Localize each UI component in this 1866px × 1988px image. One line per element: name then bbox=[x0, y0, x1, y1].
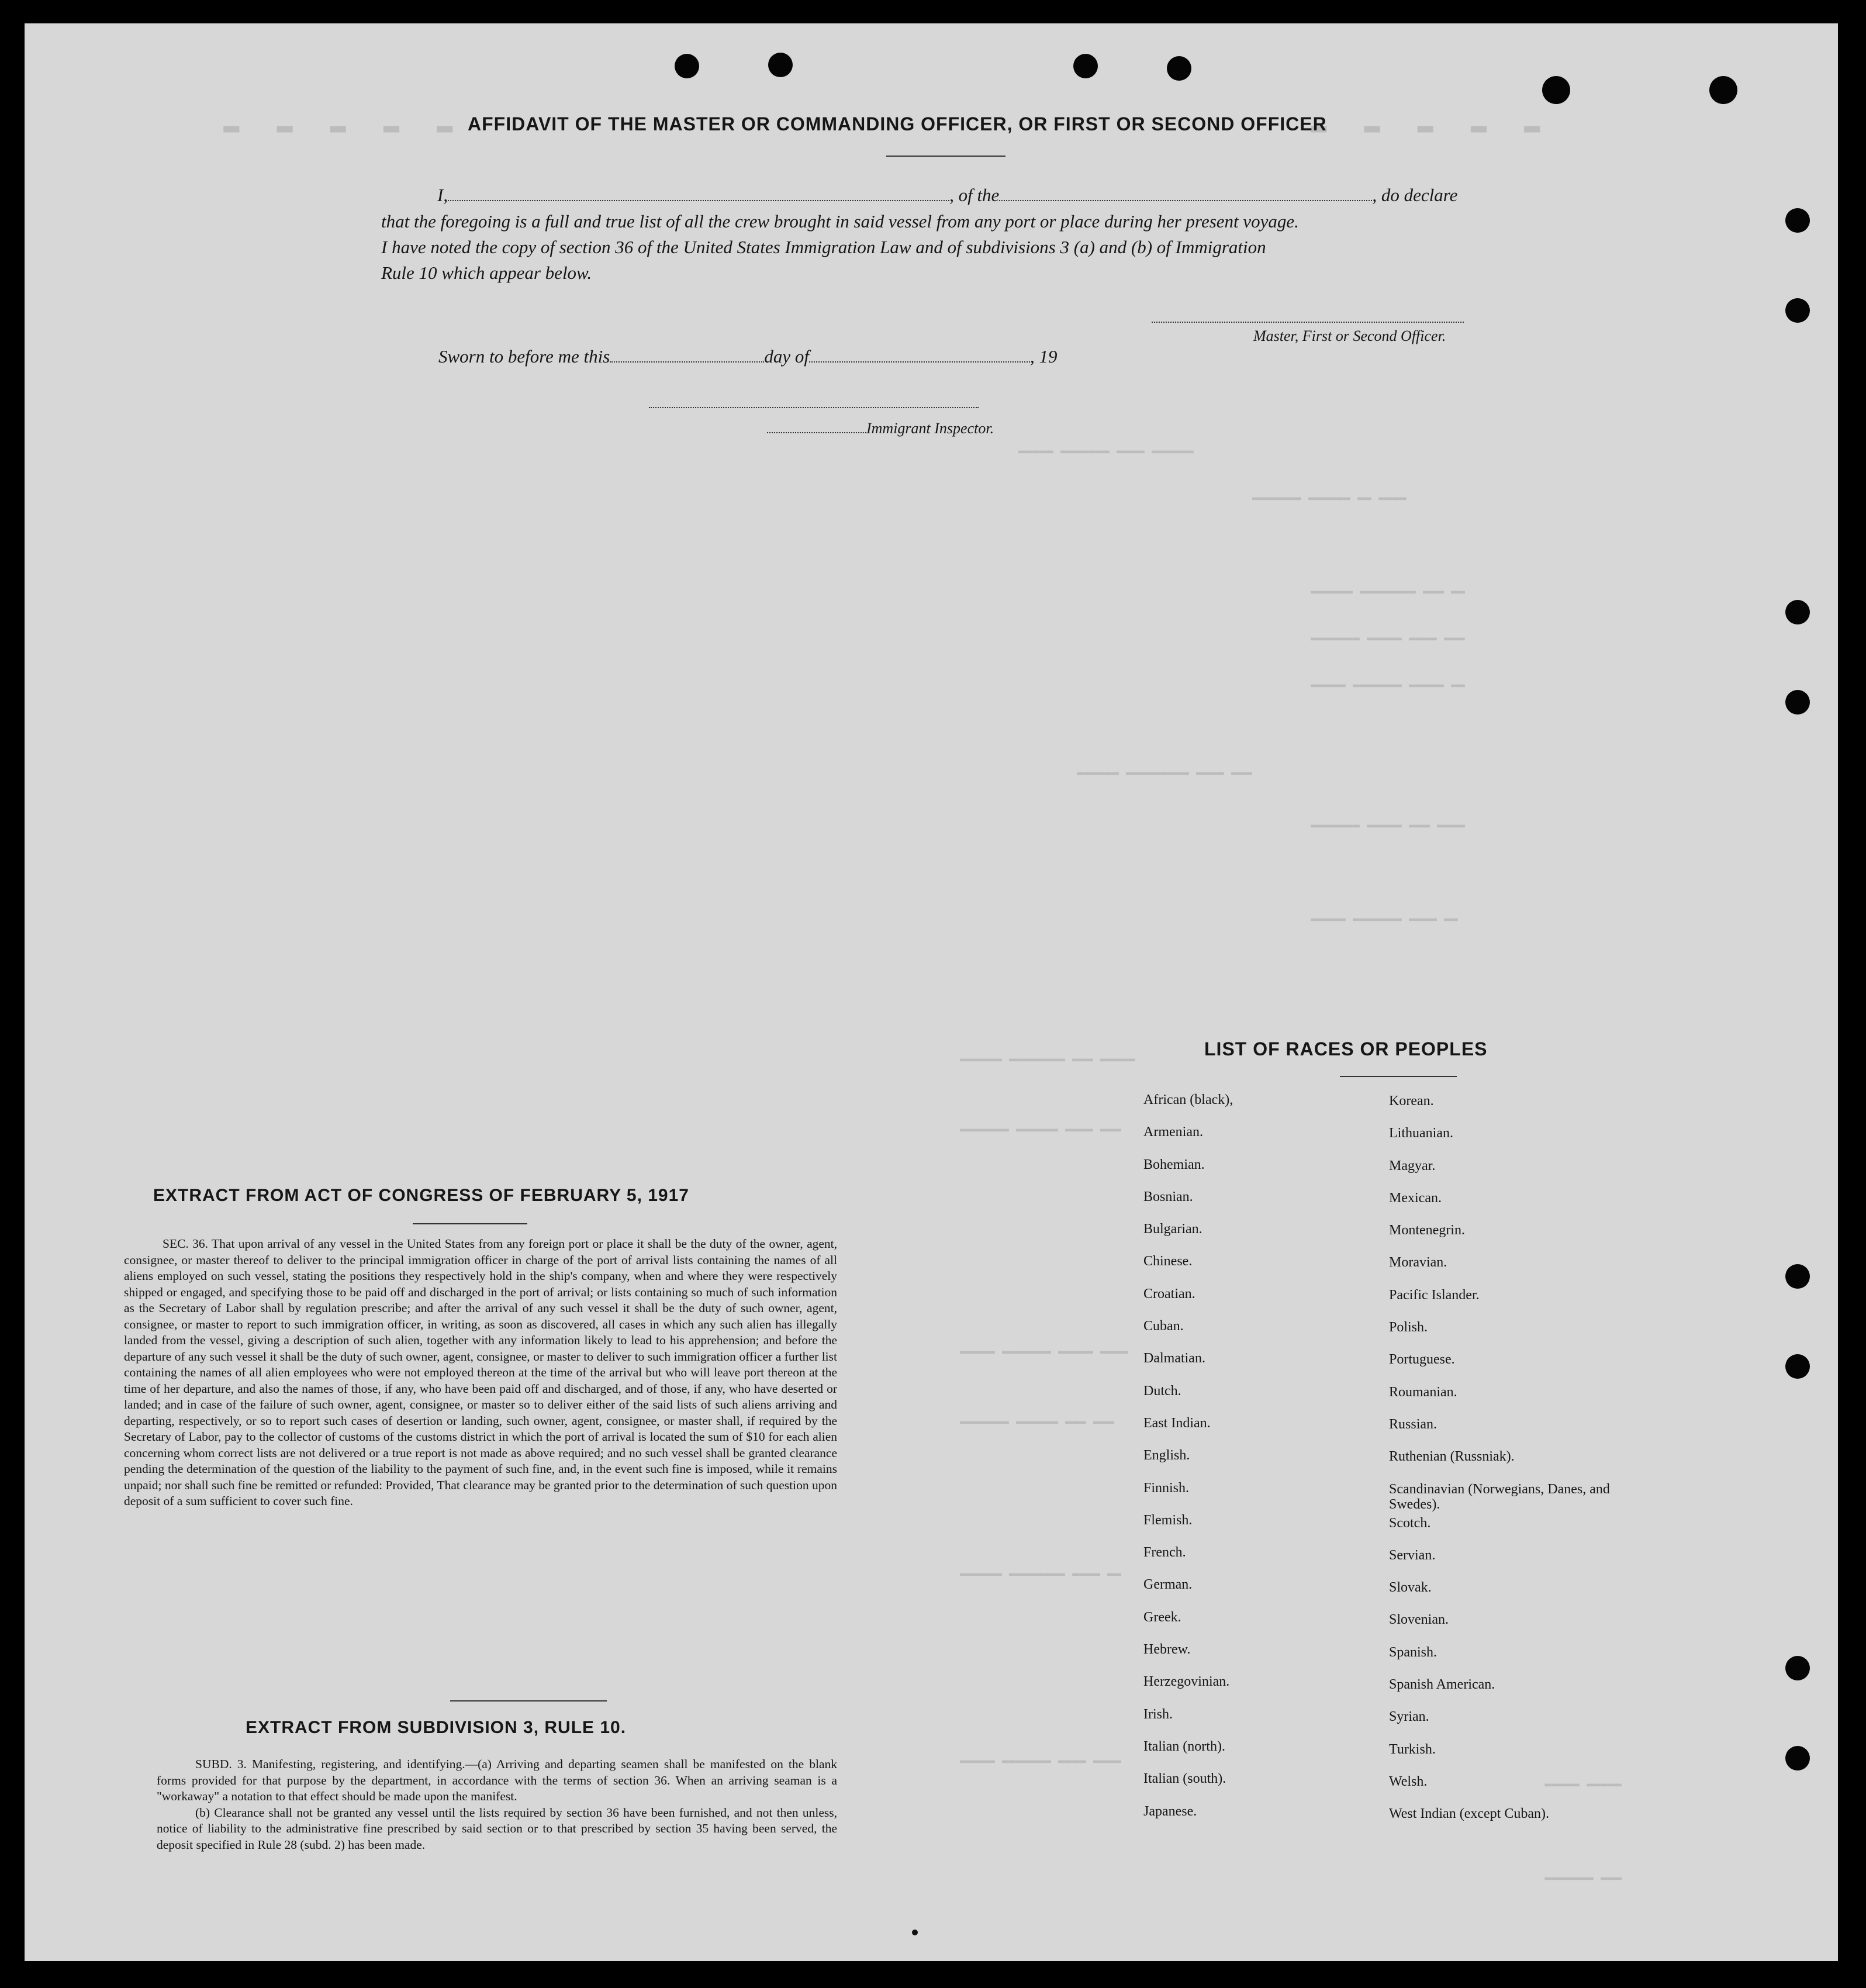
declaration-line-1 bbox=[437, 185, 1457, 206]
race-item: Bulgarian. bbox=[1143, 1221, 1202, 1237]
race-item: Slovenian. bbox=[1389, 1612, 1449, 1628]
race-item: Montenegrin. bbox=[1389, 1223, 1465, 1238]
declarant-label: I, bbox=[437, 185, 448, 205]
race-item: Korean. bbox=[1389, 1093, 1434, 1109]
race-item: Cuban. bbox=[1143, 1319, 1184, 1334]
race-item: East Indian. bbox=[1143, 1415, 1211, 1431]
race-item: West Indian (except Cuban). bbox=[1389, 1806, 1549, 1822]
master-signature-line[interactable] bbox=[1152, 322, 1464, 323]
race-item: Japanese. bbox=[1143, 1803, 1197, 1819]
races-column-1 bbox=[1143, 1092, 1233, 1836]
year-label: , 19 bbox=[1029, 346, 1058, 367]
punch-hole bbox=[1785, 208, 1810, 233]
race-item: German. bbox=[1143, 1577, 1193, 1593]
race-item: Bosnian. bbox=[1143, 1189, 1193, 1204]
day-of-label: day of bbox=[764, 346, 809, 367]
rule-extract-title: EXTRACT FROM SUBDIVISION 3, RULE 10. bbox=[246, 1718, 627, 1737]
punch-hole bbox=[1785, 298, 1810, 323]
race-item: Finnish. bbox=[1143, 1480, 1190, 1496]
race-item: Lithuanian. bbox=[1389, 1126, 1453, 1141]
race-item: Hebrew. bbox=[1143, 1642, 1191, 1658]
race-item: Magyar. bbox=[1389, 1158, 1436, 1174]
affidavit-title: AFFIDAVIT OF THE MASTER OR COMMANDING OFFICER, OR FIRST OR SECOND OFFICER bbox=[468, 113, 1327, 134]
punch-hole bbox=[1709, 76, 1737, 104]
race-item: Greek. bbox=[1143, 1609, 1181, 1625]
races-column-2 bbox=[1389, 1093, 1611, 1839]
rule-extract-body bbox=[157, 1756, 837, 1853]
punch-hole bbox=[1785, 1354, 1810, 1379]
declaration-line-3: I have noted the copy of section 36 of the United States Immigration Law and of subdivisions 3 (a) and (b) of Immigration bbox=[381, 237, 1266, 257]
stray-ink-mark bbox=[912, 1930, 918, 1935]
section-36-text: SEC. 36. That upon arrival of any vessel in the United States from any foreign port or place it shall be the duty of the owner, agent, consignee, or master thereof to deliver to the principal immigration officer in charge of the port of arrival lists containing the names of all aliens employed on such vessel, stating the positions they respectively hold in the ship's company, when and where they were respectively shipped or engaged, and specifying those to be paid off and discharged in the port of arrival; or lists containing so much of such information as the Secretary of Labor shall by regulation prescribe; and after the arrival of any such vessel it shall be the duty of such owner, agent, consignee, or master to report to such immigration officer, in writing, as soon as discovered, all cases in which any such alien has illegally landed from the vessel, giving a description of such alien, together with any information likely to lead to his apprehension; and before the departure of any such vessel it shall be the duty of such owner, agent, consignee, or master to deliver to such immigration officer a further list containing the names of all alien employees who were not employed thereon at the time of the arrival but who will leave port thereon at the time of her departure, and also the names of those, if any, who have been paid off and discharged, and of those, if any, who have deserted or landed; and in case of the failure of such owner, agent, consignee, or master so to deliver either of the said lists of such aliens arriving and departing, respectively, or so to report such cases of desertion or landing, such owner, agent, consignee, or master shall, if required by the Secretary of Labor, pay to the collector of customs of the customs district in which the port of arrival is located the sum of $10 for each alien concerning whom correct lists are not delivered or a true report is not made as above required; and no such vessel shall be granted clearance pending the determination of the question of the liability to the payment of such fine, and, in the event such fine is imposed, while it remains unpaid; nor shall such fine be remitted or refunded: Provided, That clearance may be granted prior to the determination of such question upon deposit of a sum sufficient to cover such fine. bbox=[124, 1237, 837, 1508]
race-item: Syrian. bbox=[1389, 1709, 1429, 1725]
race-item: Chinese. bbox=[1143, 1254, 1193, 1269]
punch-hole bbox=[1785, 600, 1810, 624]
races-title: LIST OF RACES OR PEOPLES bbox=[1204, 1038, 1488, 1059]
declarant-name-field[interactable] bbox=[448, 185, 949, 201]
race-item: Servian. bbox=[1389, 1547, 1436, 1563]
race-item: Mexican. bbox=[1389, 1190, 1442, 1206]
race-item: French. bbox=[1143, 1545, 1186, 1561]
punch-hole bbox=[675, 54, 699, 78]
race-item: Russian. bbox=[1389, 1416, 1437, 1432]
vessel-name-field[interactable] bbox=[999, 185, 1372, 201]
race-item: Dutch. bbox=[1143, 1383, 1181, 1399]
act-extract-title: EXTRACT FROM ACT OF CONGRESS OF FEBRUARY 5, 1917 bbox=[153, 1186, 689, 1205]
race-item: Italian (south). bbox=[1143, 1771, 1226, 1787]
punch-hole bbox=[1785, 1264, 1810, 1289]
inspector-signature-label bbox=[767, 420, 994, 437]
race-item: Irish. bbox=[1143, 1706, 1173, 1722]
punch-hole bbox=[1785, 1746, 1810, 1770]
inspector-label: Immigrant Inspector. bbox=[866, 420, 994, 437]
sworn-month-field[interactable] bbox=[809, 346, 1030, 363]
sworn-label: Sworn to before me this bbox=[438, 346, 610, 367]
race-item: Scandinavian (Norwegians, Danes, and Swedes). bbox=[1389, 1481, 1610, 1512]
sworn-day-field[interactable] bbox=[610, 346, 764, 363]
act-extract-body bbox=[124, 1236, 837, 1510]
document-page: ▬ ▬ ▬ ▬ ▬ ▬ ▬ ▬ ▬ ▬ ▬▬▬▬▬ ▬▬▬▬▬▬▬ ▬▬▬▬ ▬▬▬▬▬▬ ▬▬▬▬▬▬▬ ▬▬▬▬▬▬ ▬▬ ▬▬▬▬ ▬▬▬▬▬▬ ▬▬▬▬▬▬▬▬ ▬▬▬ ▬▬ ▬▬▬▬▬▬▬ ▬▬▬▬▬ ▬▬▬▬ ▬▬▬ ▬▬▬▬▬ ▬▬▬▬▬▬▬ ▬▬▬▬▬ ▬▬ ▬▬▬▬▬▬ ▬▬▬▬▬▬▬▬▬ ▬▬▬▬ ▬▬▬ ▬▬▬▬▬▬▬ ▬▬▬▬▬ ▬▬▬ ▬▬▬▬ ▬▬▬▬▬ ▬▬▬▬▬▬▬ ▬▬▬▬ ▬▬ ▬▬▬▬▬▬ ▬▬▬▬▬▬▬▬ ▬▬▬ ▬▬▬▬▬ ▬▬▬▬▬▬▬ ▬▬▬▬▬▬ ▬▬▬▬ ▬▬▬ ▬▬▬▬▬ ▬▬▬▬▬▬▬ ▬▬▬▬▬ ▬▬▬▬ ▬▬▬▬▬▬▬ ▬▬▬▬▬▬ ▬▬▬ ▬▬▬ ▬▬▬▬▬▬ ▬▬▬▬▬▬▬▬ ▬▬▬▬ ▬▬ ▬▬▬▬▬ ▬▬▬▬▬▬▬ ▬▬▬▬ ▬▬▬▬ ▬▬▬▬▬ ▬▬▬▬▬ ▬▬▬▬▬▬▬ ▬▬▬ AFFIDAVIT OF THE MASTER OR COMMANDING OFFICER, OR FIRST OR SECOND OFFICER I, , of the , do declare that the foregoing is a full and true list of all the crew brought in said vessel from any port or place during her present voyage. I have noted the copy of section 36 of the United States Immigration Law and of subdivisions 3 (a) and (b) of Immigration Rule 10 which appear below. Master, First or Second Officer. Sworn to before me this day of , 19 Immigrant Inspector. EXTRACT FROM ACT OF CONGRESS OF FEBRUARY 5, 1917 SEC. 36. That upon arrival of any vessel in the United States from any foreign port or place it shall be the duty of the owner, agent, consignee, or master thereof to deliver to the principal immigration officer in charge of the port of arrival lists containing the names of all aliens employed on such vessel, stating the positions they respectively hold in the ship's company, when and where they were respectively shipped or engaged, and specifying those to be paid off and discharged in the port of arrival; or lists containing so much of such information as the Secretary of Labor shall by regulation prescribe; and after the arrival of any such vessel it shall be the duty of such owner, agent, consignee, or master to report to such immigration officer, in writing, as soon as discovered, all cases in which any such alien has illegally landed from the vessel, giving a description of such alien, together with any information likely to lead to his apprehension; and before the departure of any such vessel it shall be the duty of such owner, agent, consignee, or master to deliver to such immigration officer a further list containing the names of all alien employees who were not employed thereon at the time of the arrival but who will leave port thereon at the time of her departure, and also the names of those, if any, who have been paid off and discharged, and of those, if any, who have deserted or landed; and in case of the failure of such owner, agent, consignee, or master so to deliver either of the said lists of such aliens arriving and departing, respectively, or so to report such cases of desertion or landing, such owner, agent, consignee, or master shall, if required by the Secretary of Labor, pay to the collector of customs of the customs district in which the port of arrival is located the sum of $10 for each alien concerning whom correct lists are not delivered or a true report is not made as above required; and no such vessel shall be granted clearance pending the determination of the question of the liability to the payment of such fine, and, in the event such fine is imposed, while it remains unpaid; nor shall such fine be remitted or refunded: Provided, That clearance may be granted prior to the determination of such question upon deposit of a sum sufficient to cover such fine. EXTRACT FROM SUBDIVISION 3, RULE 10. SUBD. 3. Manifesting, registering, and identifying.—(a) Arriving and departing seamen shall be manifested on the blank forms provided for that purpose by the department, in accordance with the terms of section 36. When an arriving seaman is a "workaway" a notation to that effect should be made upon the manifest. (b) Clearance shall not be granted any vessel until the lists required by section 36 have been furnished, and not then unless, notice of liability to the administrative fine prescribed by said section or to that prescribed by section 35 having been served, the deposit specified in Rule 28 (subd. 2) has been made. LIST OF RACES OR PEOPLES African (black), Armenian. Bohemian. Bosnian. Bulgarian. Chinese. Croatian. Cuban. Dalmatian. Dutch. East Indian. English. Finnish. Flemish. French. German. Greek. Hebrew. Herzegovinian. Irish. Italian (north). Italian (south). Japanese. Korean. Lithuanian. Magyar. Mexican. Montenegrin. Moravian. Pacific Islander. Polish. Portuguese. Roumanian. Russian. Ruthenian (Russniak). Scandinavian (Norwegians, Danes, and Swedes). Scotch. Servian. Slovak. Slovenian. Spanish. Spanish American. Syrian. Turkish. Welsh. West Indian (except Cuban). bbox=[25, 23, 1838, 1961]
subd-3a-text: SUBD. 3. Manifesting, registering, and identifying.—(a) Arriving and departing seamen shall be manifested on the blank forms provided for that purpose by the department, in accordance with the terms of section 36. When an arriving seaman is a "workaway" a notation to that effect should be made upon the manifest. bbox=[157, 1757, 837, 1803]
race-item: Flemish. bbox=[1143, 1512, 1193, 1528]
race-item: English. bbox=[1143, 1448, 1190, 1464]
inspector-signature-line[interactable] bbox=[649, 407, 979, 408]
rule-divider bbox=[450, 1700, 607, 1701]
declaration-line-2: that the foregoing is a full and true list of all the crew brought in said vessel from any port or place during her present voyage. bbox=[381, 211, 1299, 232]
race-item: Ruthenian (Russniak). bbox=[1389, 1449, 1515, 1465]
races-title-rule bbox=[1340, 1076, 1457, 1077]
punch-hole bbox=[1542, 76, 1570, 104]
race-item: Croatian. bbox=[1143, 1286, 1195, 1302]
race-item: Roumanian. bbox=[1389, 1384, 1457, 1400]
subd-3b-text: (b) Clearance shall not be granted any vessel until the lists required by section 36 have been furnished, and not then unless, notice of liability to the administrative fine prescribed by said section or to that prescribed by section 35 having been served, the deposit specified in Rule 28 (subd. 2) has been made. bbox=[157, 1805, 837, 1852]
race-item: Pacific Islander. bbox=[1389, 1287, 1480, 1303]
title-rule bbox=[886, 156, 1005, 157]
race-item: Armenian. bbox=[1143, 1124, 1203, 1140]
race-item: Slovak. bbox=[1389, 1580, 1432, 1596]
sworn-line bbox=[438, 346, 1057, 367]
race-item: Scotch. bbox=[1389, 1515, 1431, 1531]
punch-hole bbox=[768, 53, 793, 77]
race-item: African (black), bbox=[1143, 1092, 1233, 1107]
race-item: Dalmatian. bbox=[1143, 1351, 1205, 1366]
master-signature-label: Master, First or Second Officer. bbox=[1253, 327, 1446, 344]
race-item: Polish. bbox=[1389, 1320, 1428, 1335]
punch-hole bbox=[1785, 690, 1810, 715]
race-item: Portuguese. bbox=[1389, 1352, 1455, 1368]
race-item: Italian (north). bbox=[1143, 1738, 1225, 1754]
declaration-line-4: Rule 10 which appear below. bbox=[381, 263, 592, 283]
inspector-name-field[interactable] bbox=[767, 420, 866, 433]
do-declare-label: , do declare bbox=[1372, 185, 1458, 205]
punch-hole bbox=[1073, 54, 1098, 78]
race-item: Spanish. bbox=[1389, 1644, 1437, 1660]
race-item: Moravian. bbox=[1389, 1255, 1447, 1271]
punch-hole bbox=[1167, 56, 1191, 81]
act-title-rule bbox=[413, 1223, 527, 1224]
of-the-label: , of the bbox=[949, 185, 1000, 205]
punch-hole bbox=[1785, 1656, 1810, 1680]
race-item: Herzegovinian. bbox=[1143, 1674, 1230, 1690]
race-item: Bohemian. bbox=[1143, 1157, 1205, 1172]
race-item: Spanish American. bbox=[1389, 1677, 1495, 1693]
race-item: Welsh. bbox=[1389, 1773, 1428, 1789]
race-item: Turkish. bbox=[1389, 1741, 1436, 1757]
